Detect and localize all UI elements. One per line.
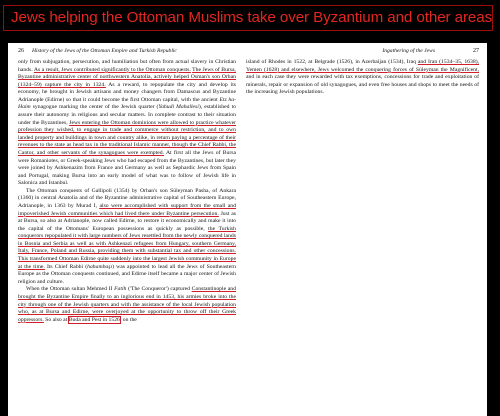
highlighted-passage: As a result, Jews contributed significantly to the Ottoman conquests. [33, 66, 191, 73]
right-page [240, 43, 487, 416]
right-page-header [246, 46, 479, 59]
text-run: Its Chief Rabbi ( [44, 263, 88, 270]
text-run: ('The Conqueror') captured [126, 286, 192, 293]
text-run: ) was appointed to lead all the Jews of Southeastern Europe as the Ottoman conquests continued, and Edirne itself became a major center of Jewish religion and culture. [18, 263, 236, 285]
text-run: Etz ha-Haim [18, 96, 236, 111]
highlighted-passage: also were accomplished with support from the small and impoverished Jewish communities which had lived there under Byzantine persecution. [18, 202, 236, 217]
paragraph [246, 59, 479, 97]
highlighted-passage: Jews entering the Ottoman dominions were allowed to practice whatever profession they wished, to engage in trade and commerce without restriction, and to own landed property and buildings in town and country alike, in return paying a percentage of their revenues to the state as head tax in the traditional Islamic manner, though the Chief Rabbi, the Cantor, and other servants of the synagogues were exempted. [18, 119, 236, 156]
text-run: , on the [119, 316, 137, 323]
left-page [8, 43, 240, 416]
text-run: synagogue marking the center of the Jewish quarter ( [30, 104, 159, 111]
highlighted-passage: the Turkish conquerors repopulated it with large numbers of Jews resettled from the newly conquered lands in Bosnia and Serbia as well as with Ashkenazi refugees from Hungary, southern Germany, Italy, France, Poland and Russia, providing them with substantial tax and other concessions. This transformed Ottoman Edirne quite suddenly into the largest Jewish community in Europe at the time. [18, 225, 236, 270]
highlighted-passage: and Iran (1534–35, 1638), Yemen (1628) and elsewhere, Jews welcomed the conquering forces of Süleyman the Magnificent, [246, 59, 480, 73]
text-run: Fatih [114, 286, 127, 293]
right-page-text [246, 59, 479, 97]
text-run: At first all the Jews of Bursa were Romaniotes, or Greek-speaking Jews who had escaped from the Byzantines, but later they were joined by Ashkenazim from France and Germany as well as Sephardic Jews from Spain and Portugal, making Bursa into an early model of what was to follow of Jewish life in Salonica and Istanbul. [18, 149, 236, 187]
text-run: As a reward, to repopulate the city and develop its economy, he brought in Jewish artisans and money changers from Damascus and Byzantine Adrianople (Edirne) so that it could become the first Ottoman capital, with the ancient [18, 81, 236, 103]
text-run: island of Rhodes in 1522, at Belgrade (1526), in Azerbaijan (1534), Iraq [246, 59, 418, 65]
text-run: The Ottoman conquests of Gallipoli (1354) by Orhan's son Süleyman Pasha, of Ankara (1360) in central Anatolia and of the Byzantine administrative capital of Southeastern Europe, Adrianople, in 1363 by Murad I, [18, 187, 236, 209]
text-run: and in each case they were rewarded with tax exemptions, concessions for trade and exploitation of minerals, repair or expansion of old synagogues, and even free houses and shops to meet the needs of the increasing Jewish populations. [246, 74, 479, 96]
left-page-text [18, 59, 236, 324]
right-running-head: Ingathering of the Jews [382, 48, 435, 54]
title-banner [3, 5, 493, 31]
right-page-number: 27 [473, 48, 479, 54]
text-run: ), established to assure their autonomy in religious and secular matters. In complete contrast to their situation under the Byzantines, [18, 104, 236, 126]
paragraph [18, 188, 236, 287]
boxed-passage: Buda and Pest in 1526 [68, 316, 120, 323]
text-run: hahambaşı [87, 263, 113, 270]
paragraph [18, 286, 236, 324]
left-page-number: 26 [18, 48, 24, 54]
highlighted-passage: The Jews of Bursa, Byzantine administrative center of northwestern Anatolia, actively helped Osman's son Orhan (1324–59) capture the city in 1324. [18, 66, 236, 88]
text-run: only from subjugation, persecution, and humiliation but often from actual slavery in Christian hands. [18, 59, 236, 73]
text-run: Yahudi Mahallesi [158, 104, 199, 111]
paragraph [18, 59, 236, 188]
left-running-head: History of the Jews of the Ottoman Empire and Turkish Republic [32, 48, 177, 54]
highlighted-passage: Constantinople and brought the Byzantine Empire finally to an inglorious end in 1453, his armies broke into the city through one of the Jewish quarters and with the assistance of the local Jewish population who, as at Bursa and Edirne, were overjoyed at the opportunity to throw off their Greek oppressors. [18, 286, 236, 323]
banner-title: Jews helping the Ottoman Muslims take over Byzantium and other areas [11, 9, 493, 26]
text-run: When the Ottoman sultan Mehmed II [26, 286, 115, 293]
text-run: So also at [43, 316, 69, 323]
text-run: Just as at Bursa, so also at Adrianople, now called Edirne, to restore it economically and make it into the capital of the Ottomans' European possessions as quickly as possible, [18, 210, 236, 232]
left-page-header [18, 46, 236, 59]
